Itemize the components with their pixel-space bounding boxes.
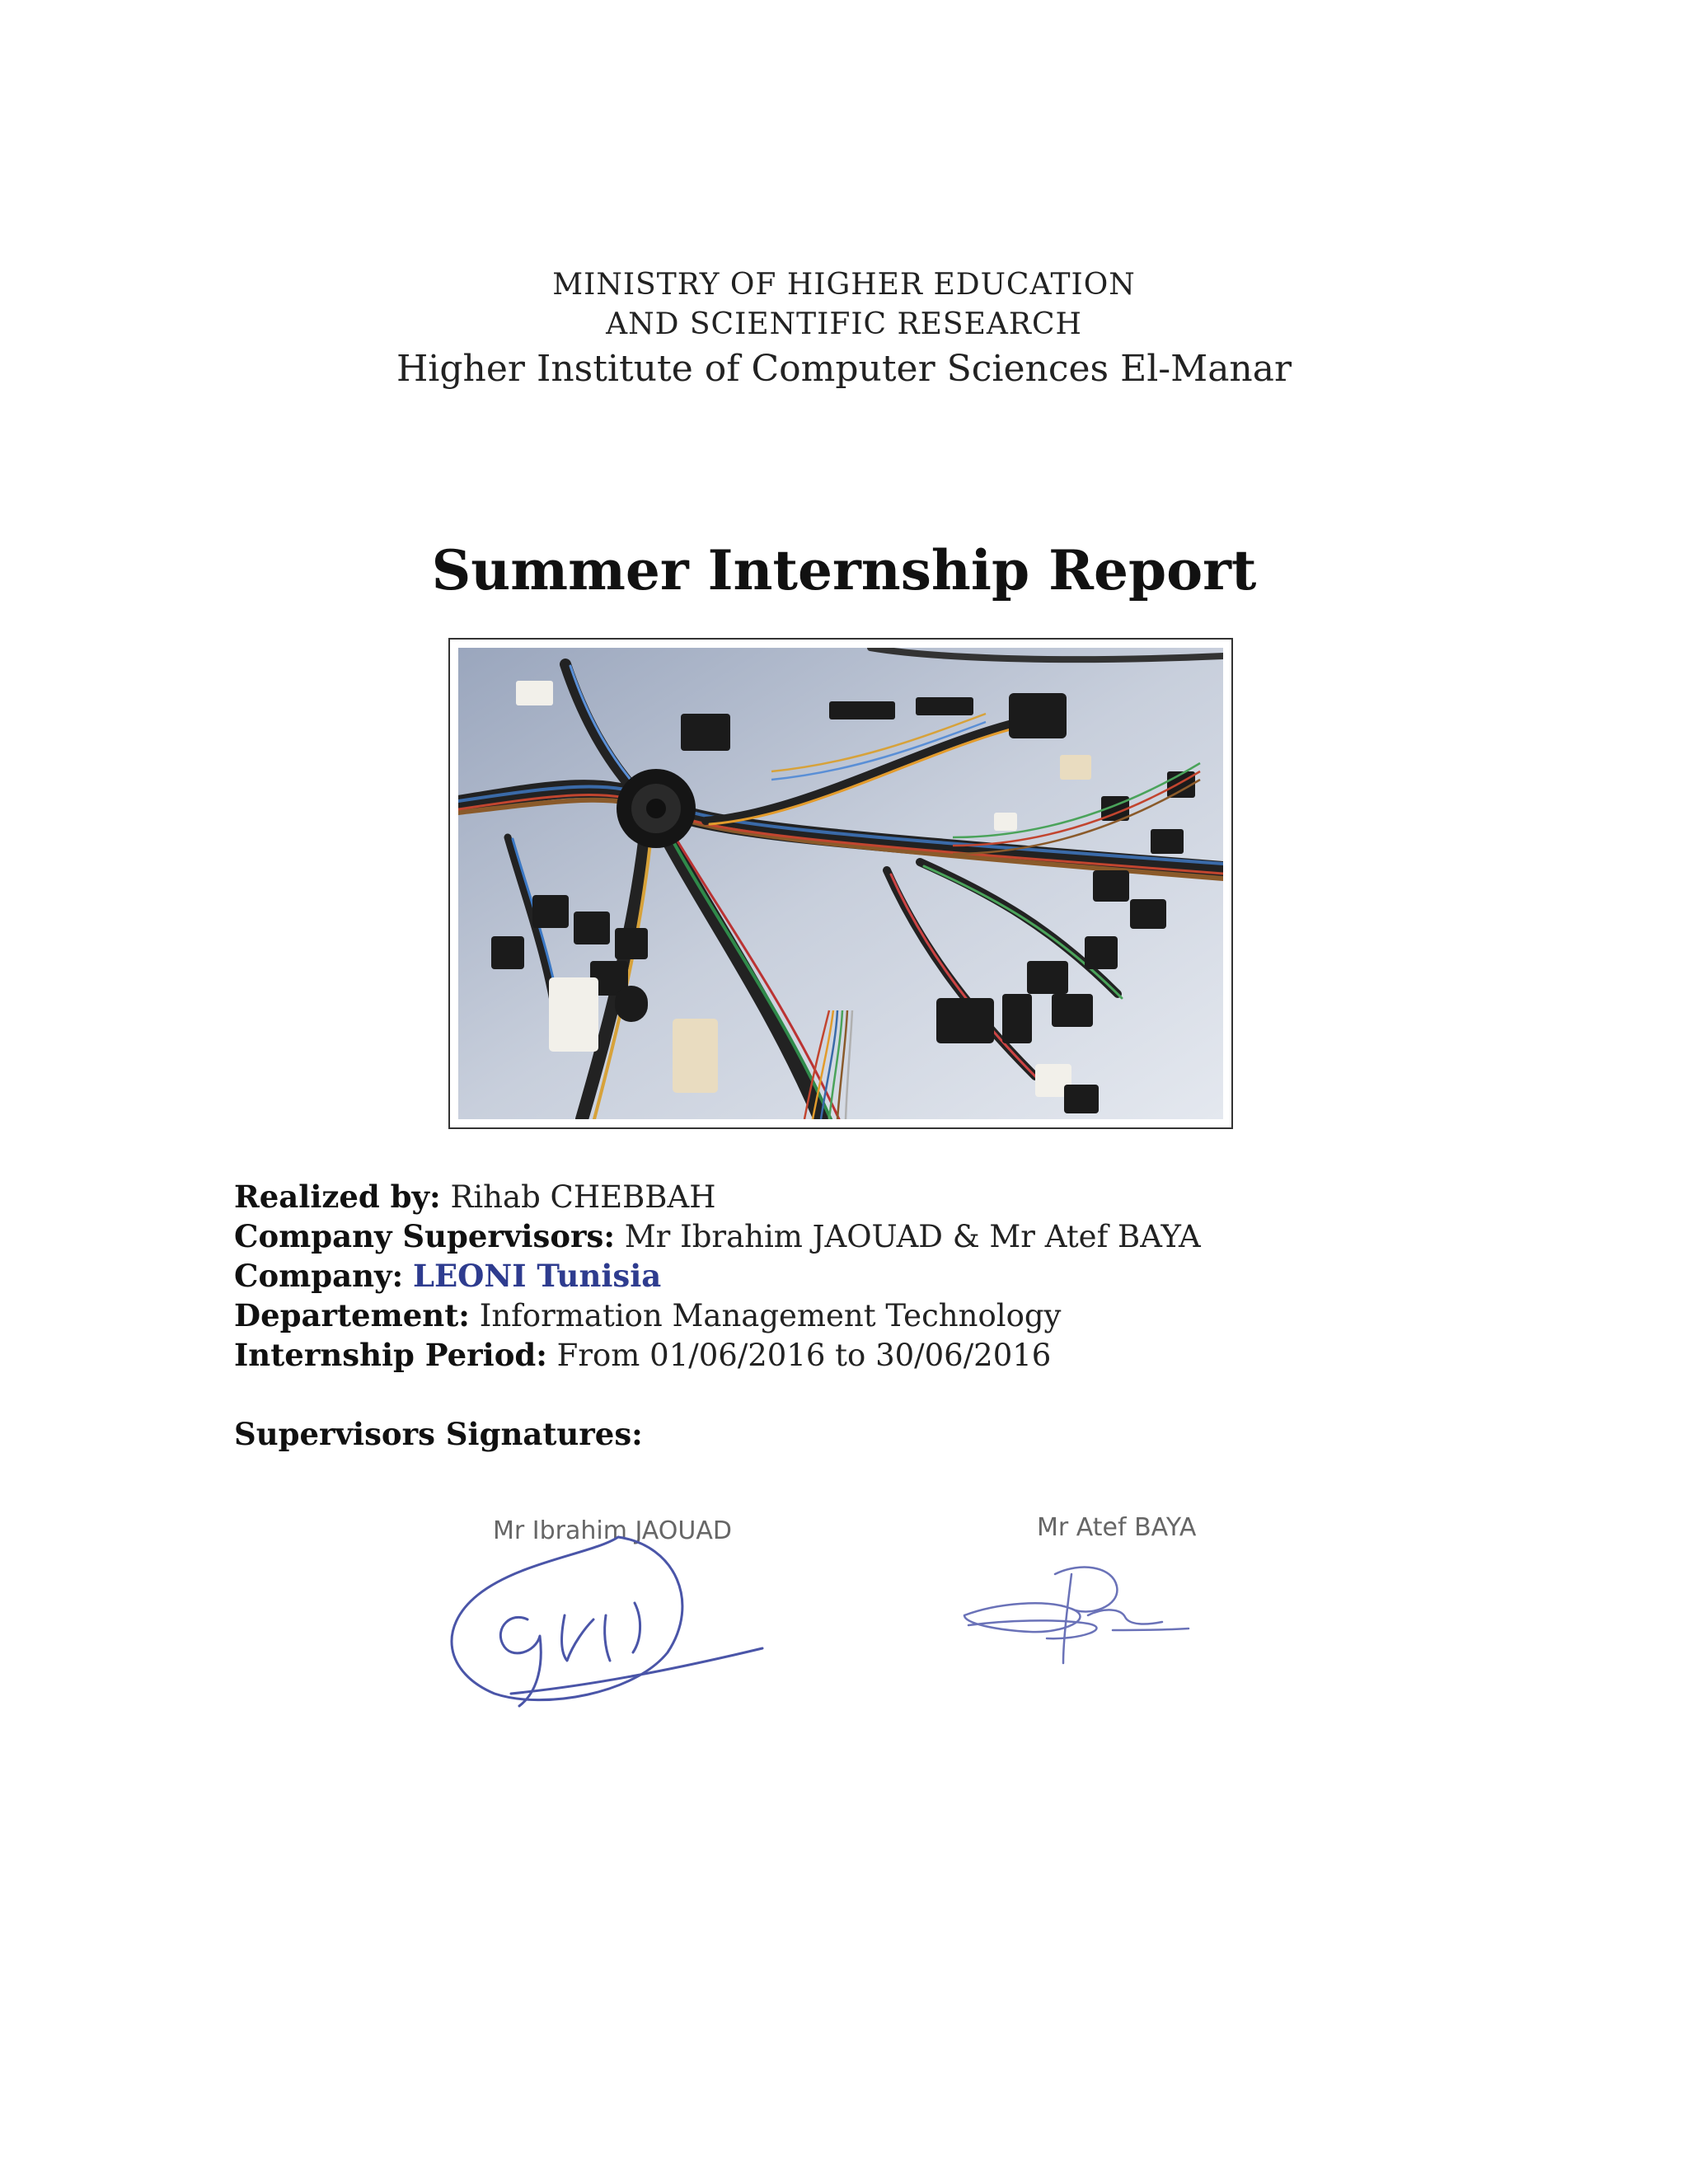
realized-by-row [234,1177,1553,1217]
signature-atef-baya [948,1558,1195,1673]
signature-name-2: Mr Atef BAYA [1037,1513,1197,1542]
ministry-line-1: MINISTRY OF HIGHER EDUCATION [552,268,1136,302]
company-supervisors-row [234,1216,1553,1257]
company-supervisors-label: Company Supervisors: [234,1218,615,1254]
internship-period-row [234,1335,1553,1376]
company-link[interactable]: LEONI Tunisia [412,1258,662,1294]
department-label: Departement: [234,1297,470,1333]
cover-figure [448,638,1233,1129]
realized-by-label: Realized by: [234,1179,441,1215]
signature-ibrahim-jaouad [429,1529,775,1735]
ministry-line-2: AND SCIENTIFIC RESEARCH [606,307,1082,341]
wiring-harness-photo [458,648,1223,1119]
company-row [234,1256,1553,1296]
internship-period-label: Internship Period: [234,1337,547,1373]
department-row [234,1296,1553,1336]
department-value: Information Management Technology [479,1298,1062,1333]
report-title: Summer Internship Report [431,538,1257,602]
internship-period-value: From 01/06/2016 to 30/06/2016 [556,1338,1052,1373]
signature-name-1: Mr Ibrahim JAOUAD [493,1516,732,1545]
institute-name: Higher Institute of Computer Sciences El-Manar [396,348,1292,390]
company-label: Company: [234,1258,404,1294]
company-supervisors-value: Mr Ibrahim JAOUAD & Mr Atef BAYA [624,1219,1201,1254]
supervisors-signatures-label: Supervisors Signatures: [234,1416,643,1452]
supervisors-signatures-row [234,1414,1553,1455]
realized-by-value: Rihab CHEBBAH [450,1179,716,1215]
